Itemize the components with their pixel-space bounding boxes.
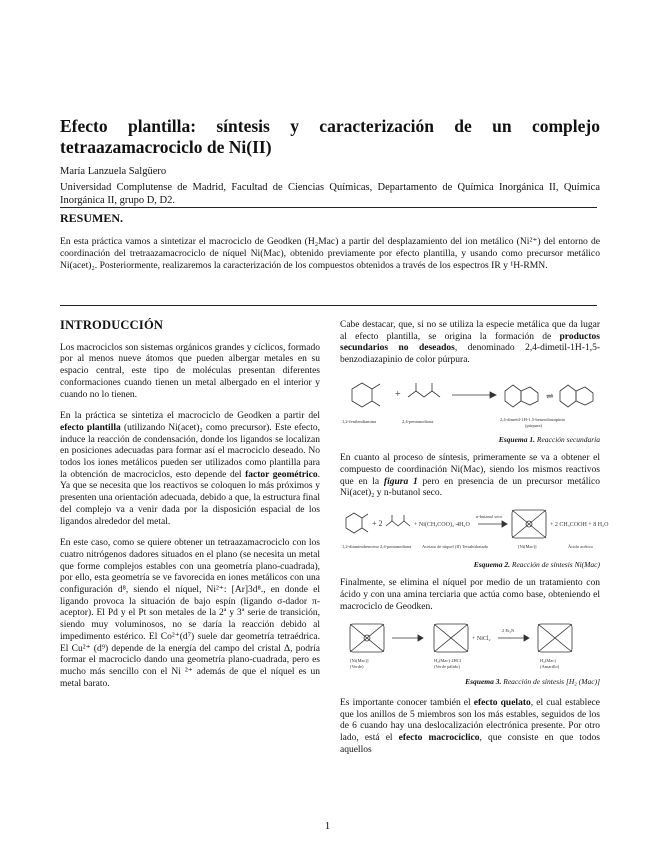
left-column — [60, 320, 320, 700]
intro-heading: INTRODUCCIÓN — [60, 318, 164, 332]
scheme-2-label-3: Acetato de níquel (II) Tetrahidratado — [422, 544, 489, 550]
scheme-1-label-3: 2,4-dimetil-1H-1,5-benzodiazapinio — [500, 416, 565, 422]
right-paragraph-1 — [340, 320, 600, 367]
right-p1-bold: productos secundarios no deseados — [340, 331, 600, 354]
scheme-3-caption-text: Reacción de síntesis [H₂ (Mac)] — [501, 677, 600, 687]
scheme-3-label-5: 2 Et₃N — [502, 627, 515, 633]
scheme-1-label-4: (púrpura) — [525, 422, 542, 428]
intro-paragraph-3: En este caso, como se quiere obtener un tetraazamacrociclo con los cuatro nitrógenos dadores situados en el plano (se necesita un metal que forme complejos estables con una geometría plano-cuadrada), por ello, esta geometría se ve favorecida en iones metálicos con una configuración d⁸, siendo el níquel, Ni²⁺: [Ar]3d⁸., en donde el ligando provoca la situación de bajo espín (ligando σ-dador π-aceptor). El Pd y el Pt son metales de la 2ª y 3ª serie de transición, siendo muy voluminosos, no se daría la reacción debido al impedimento estérico. El Co²⁺(d⁷) suele dar geometría tetraédrica. El Cu²⁺ (d⁹) depende de la energía del campo del cristal Δ, podría formar el macrociclo dando una geometría plano-cuadrada, pero es mucho más sencillo con el Ni ²⁺ además de que el níquel es un metal barato. — [60, 538, 320, 689]
affiliation: Universidad Complutense de Madrid, Facultad de Ciencias Químicas, Departamento de Química Inorgánica II, Química Inorgánica II, grupo D, D2. — [60, 182, 600, 206]
svg-text:+ 2 CH₃COOH + 8 H₂O: + 2 CH₃COOH + 8 H₂O — [550, 522, 609, 529]
scheme-3-label-1: [Ni(Mac)] — [350, 657, 369, 663]
scheme-2-label-4: n-butanol seco — [476, 514, 503, 520]
pentanedione-chain — [408, 391, 440, 397]
right-p1-text-a: Cabe destacar, que, si no se utiliza la especie metálica que da lugar al efecto plantilla, se origina la formación de — [340, 320, 600, 342]
intro-p2-text-c: (utilizando Ni(acet)₂ como precursor). Este efecto, induce la reacción de condensación, donde los ligandos se localizan en posiciones adecuadas para formar así el macrociclo deseado. No todos los iones metálicos pueden ser utilizados como plantilla para la obtención de macrociclos, esto depende del — [60, 422, 320, 480]
author-name: María Lanzuela Salgüero — [60, 166, 167, 177]
intro-paragraph-2 — [60, 411, 320, 528]
scheme-3-figure — [340, 618, 600, 672]
right-p4-text-a: Es importante conocer también el — [340, 697, 474, 708]
right-p4-text-c: , el cual establece que los anillos de 5 miembros son los más estables, seguidos de los de 6 cuando hay una deslocalización electrónica presente. Por otro lado, está el — [340, 697, 600, 744]
right-paragraph-4 — [340, 698, 600, 757]
intro-p2-text-a: En la práctica se sintetiza el macrociclo de Geodken a partir del — [60, 411, 320, 422]
scheme-3-label-4: (Verde pálido) — [434, 663, 460, 669]
right-p2-text-c: pero en presencia de un precursor metálico Ni(acet)₂ y n-butanol seco. — [340, 476, 600, 499]
svg-text:+: + — [395, 388, 401, 400]
scheme-2-caption — [340, 559, 600, 571]
right-p2-fig-ref: figura 1 — [383, 476, 418, 487]
scheme-2-caption-text: Reacción de síntesis Ni(Mac) — [510, 559, 600, 569]
paper-title: Efecto plantilla: síntesis y caracterización de un complejo tetraazamacrociclo de Ni(II) — [60, 116, 600, 157]
page-number: 1 — [324, 820, 331, 832]
right-p4-bold-a: efecto quelato — [473, 697, 531, 708]
abstract-divider — [60, 305, 597, 306]
scheme-3-caption-label: Esquema 3. — [465, 677, 502, 687]
intro-p2-text-e: . Ya que se necesita que los reactivos se coloquen lo más próximos y presenten una orientación adecuada, debido a que, la estructura final del complejo va a venir dada por la disposición espacial de los ligandos alrededor del metal. — [60, 469, 320, 527]
abstract-text: En esta práctica vamos a sintetizar el macrociclo de Geodken (H₂Mac) a partir del desplazamiento del ion metálico (Ni²⁺) del entorno de coordinación del tretraazamacrociclo de níquel Ni(Mac), obtenido previamente por efecto plantilla, y usando como precursor metálico Ni(acet)₂. Posteriormente, realizaremos la caracterización de los compuestos obtenidos a través de los espectros IR y ¹H-RMN. — [60, 236, 600, 272]
svg-text:+ NiCl₂: + NiCl₂ — [472, 635, 491, 642]
scheme-1-caption-label: Esquema 1. — [498, 434, 536, 444]
scheme-2-label-1: 1,2-diaminobenceno — [342, 544, 379, 550]
scheme-3-label-7: (Amarillo) — [540, 663, 560, 669]
svg-text:+ Ni(CH₃COO)₂·4H₂O: + Ni(CH₃COO)₂·4H₂O — [414, 522, 470, 529]
scheme-1-label-2: 2,4-pentanodiona — [402, 418, 434, 424]
scheme-2-label-5: [Ni(Mac)] — [518, 544, 537, 550]
right-column — [340, 320, 609, 766]
top-divider — [60, 207, 597, 208]
intro-p2-bold-a: efecto plantilla — [60, 422, 121, 433]
right-paragraph-3: Finalmente, se elimina el níquel por medio de un tratamiento con ácido y con una amina terciaria que actúa como base, obteniendo el macrociclo de Geodken. — [340, 578, 600, 612]
right-paragraph-2 — [340, 453, 600, 500]
scheme-2-figure — [340, 504, 609, 554]
scheme-3-label-3: H₂(Mac)·2HCl — [434, 657, 462, 663]
scheme-1-caption — [340, 434, 600, 446]
svg-text:+ 2: + 2 — [372, 519, 383, 529]
scheme-3-label-6: H₂(Mac) — [540, 657, 556, 663]
scheme-1-caption-text: Reacción secundaria — [535, 434, 600, 444]
scheme-3-label-2: (Verde) — [350, 663, 364, 669]
scheme-3-caption — [340, 676, 600, 688]
intro-paragraph-1: Los macrociclos son sistemas orgánicos grandes y cíclicos, formado por al menos nueve átomos que pueden albergar metales en su espacio central, este tipo de moléculas presentan diferentes conformaciones cuando tienen un metal albergado en el interior y cuando no lo tienen. — [60, 342, 320, 400]
right-p4-bold-b: efecto macrocíclico — [398, 733, 480, 744]
svg-text:⇌: ⇌ — [546, 390, 554, 401]
right-p1-text-c: , denominado 2,4-dimetil-1H-1,5-benzodiazapinio de color púrpura. — [340, 343, 600, 366]
scheme-1-figure — [340, 371, 600, 431]
intro-p2-bold-b: factor geométrico — [245, 469, 318, 480]
right-p4-text-e: , que consiste en que todos aquellos — [340, 733, 600, 755]
scheme-1-label-1: 1,2-fenilendiamina — [342, 418, 377, 424]
scheme-2-label-2: 2,4-pentanodiona — [380, 544, 412, 550]
abstract-heading: RESUMEN. — [60, 211, 124, 225]
right-p2-text-a: En cuanto al proceso de síntesis, primeramente se va a obtener el compuesto de coordinación Ni(Mac), siendo los mismos reactivos que en la — [340, 453, 600, 487]
scheme-2-label-6: Ácido acético — [568, 544, 593, 550]
benzene-ring-1 — [352, 383, 372, 407]
scheme-2-caption-label: Esquema 2. — [473, 559, 511, 569]
